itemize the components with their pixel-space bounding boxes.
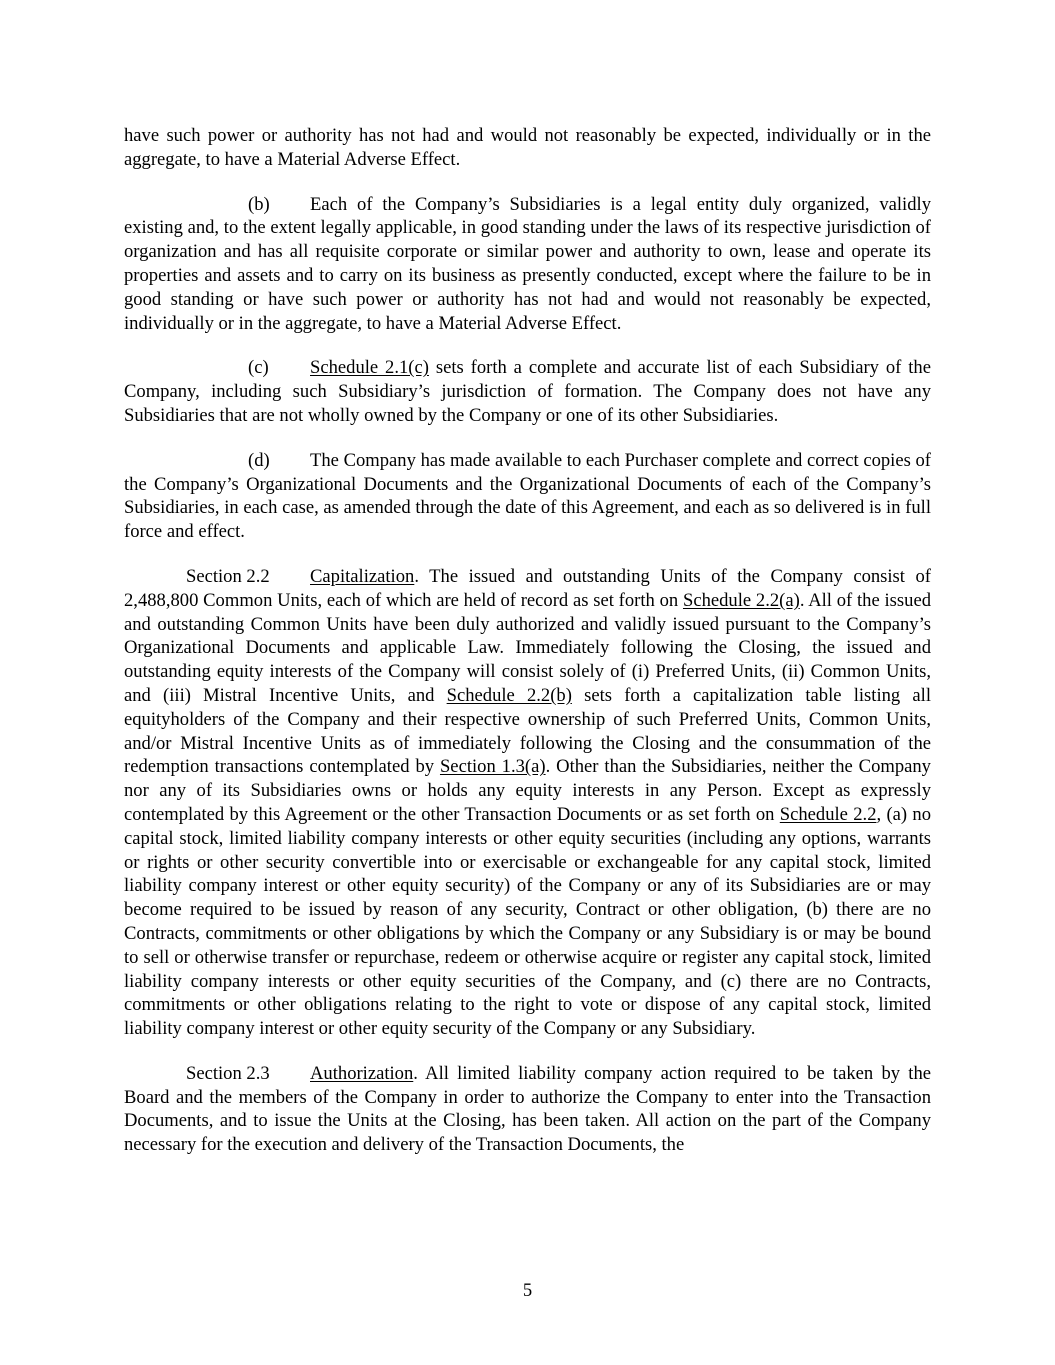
section-text: . Other than the Subsidiaries, neither the Company nor any of its Subsidiaries owns or holds any equity interests in any Person. Except as expressly contemplated by this Agreement or the other Transaction Documents or as set forth on bbox=[124, 756, 931, 825]
subsection-c bbox=[124, 356, 931, 427]
section-text: . All limited liability company action required to be taken by the Board and the members of the Company in order to authorize the Company to enter into the Transaction Documents, and to issue the Units at the Closing, has been taken. All action on the part of the Company necessary for the execution and delivery of the Transaction Documents, the bbox=[124, 1062, 931, 1156]
subsection-text: sets forth a complete and accurate list of each Subsidiary of the Company, including such Subsidiary’s jurisdiction of formation. The Company does not have any Subsidiaries that are not wholly owned by the Company or one of its other Subsidiaries. bbox=[124, 357, 931, 426]
subsection-marker: (b) bbox=[248, 193, 270, 215]
subsection-b bbox=[124, 193, 931, 336]
section-text: , (a) no capital stock, limited liability company interests or other equity securities (including any options, warrants or rights or other security convertible into or exercisable or exchangeable for any capital stock, limited liability company interest or other equity security) of the Company or any of its Subsidiaries are or may become required to be issued by reason of any security, Contract or other obligation, (b) there are no Contracts, commitments or other obligations by which the Company or any Subsidiary is or may be bound to sell or otherwise transfer or repurchase, redeem or otherwise acquire or register any capital stock, limited liability company interests or other equity securities of the Company, and (c) there are no Contracts, commitments or other obligations relating to the right to vote or dispose of any capital stock, limited liability company interest or other equity security of the Company or any Subsidiary. bbox=[124, 803, 931, 1040]
subsection-d bbox=[124, 449, 931, 544]
section-text: . The issued and outstanding Units of the Company consist of 2,488,800 Common Units, each of which are held of record as set forth on bbox=[124, 565, 931, 611]
subsection-text: The Company has made available to each Purchaser complete and correct copies of the Company’s Organizational Documents and the Organizational Documents of each of the Company’s Subsidiaries, in each case, as amended through the date of this Agreement, and each as so delivered is in full force and effect. bbox=[124, 449, 931, 543]
section-reference: Section 1.3(a) bbox=[439, 756, 546, 778]
section-label: Section 2.2 bbox=[186, 565, 270, 587]
section-label: Section 2.3 bbox=[186, 1062, 270, 1084]
section-2-3 bbox=[124, 1062, 931, 1157]
section-text: . All of the issued and outstanding Common Units have been duly authorized and validly issued pursuant to the Company’s Organizational Documents and applicable Law. Immediately following the Closing, the issued and outstanding equity interests of the Company will consist solely of (i) Preferred Units, (ii) Common Units, and (iii) Mistral Incentive Units, and bbox=[124, 589, 931, 706]
page-number: 5 bbox=[522, 1280, 533, 1301]
section-heading: Authorization bbox=[310, 1062, 414, 1084]
schedule-reference: Schedule 2.2(b) bbox=[446, 684, 572, 706]
subsection-text: Each of the Company’s Subsidiaries is a legal entity duly organized, validly existing and, to the extent legally applicable, in good standing under the laws of its respective jurisdiction of organization and has all requisite corporate or similar power and authority to own, lease and operate its properties and assets and to carry on its business as presently conducted, except where the failure to be in good standing or have such power or authority has not had and would not reasonably be expected, individually or in the aggregate, to have a Material Adverse Effect. bbox=[124, 193, 931, 334]
schedule-reference: Schedule 2.1(c) bbox=[310, 357, 429, 379]
section-2-2 bbox=[124, 565, 931, 1041]
schedule-reference: Schedule 2.2 bbox=[779, 803, 877, 825]
subsection-marker: (c) bbox=[248, 357, 269, 379]
document-body bbox=[124, 124, 931, 1157]
section-text: sets forth a capitalization table listing all equityholders of the Company and their respective ownership of such Preferred Units, Common Units, and/or Mistral Incentive Units as of immediately following the Closing and the consummation of the redemption transactions contemplated by bbox=[124, 684, 931, 778]
schedule-reference: Schedule 2.2(a) bbox=[682, 589, 800, 611]
section-heading: Capitalization bbox=[310, 565, 415, 587]
paragraph-continuation: have such power or authority has not had and would not reasonably be expected, individually or in the aggregate, to have a Material Adverse Effect. bbox=[124, 125, 931, 170]
subsection-marker: (d) bbox=[248, 449, 270, 471]
